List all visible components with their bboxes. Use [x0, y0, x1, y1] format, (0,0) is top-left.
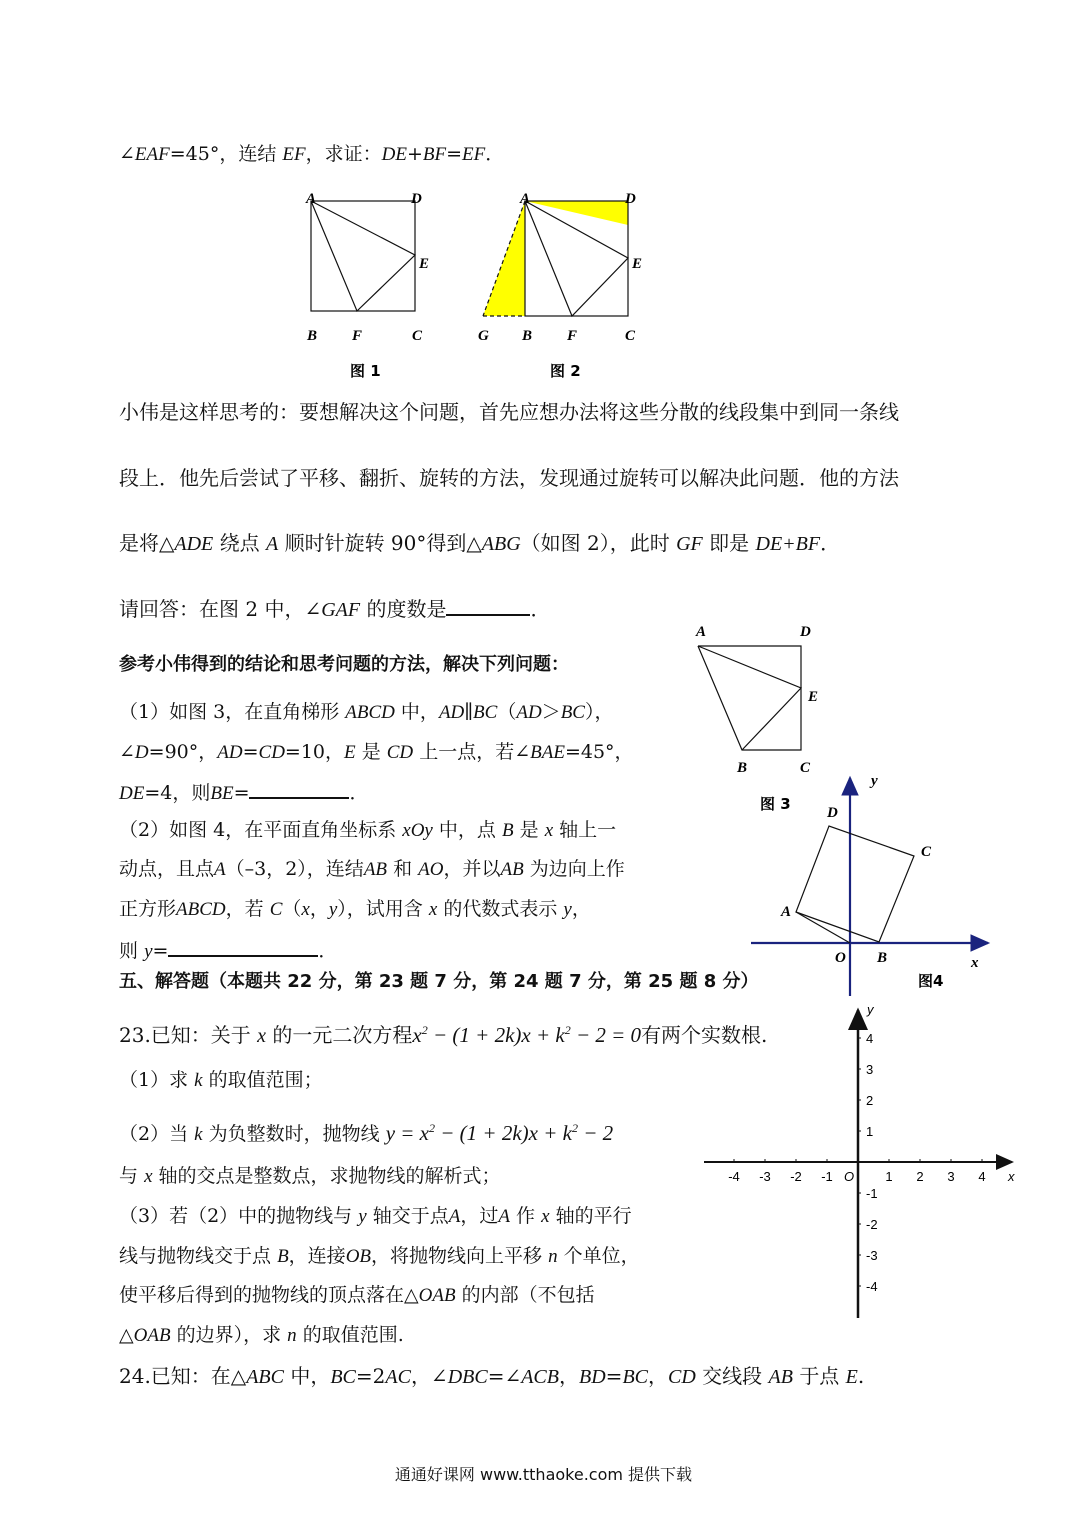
fig1-label-f: F — [352, 328, 363, 344]
fig2-label-d: D — [625, 191, 636, 207]
graph-x-tick-label: 1 — [885, 1169, 893, 1184]
graph-x-tick-label: 2 — [916, 1169, 924, 1184]
fig2-label-a: A — [520, 191, 531, 207]
q23-equation: $x^2 - (1 + 2k)x + k^2 - 2 = 0$ — [412, 1023, 642, 1047]
graph-x-tick-label: -1 — [821, 1169, 833, 1184]
p2-line3: 正方形ABCD，若 C（x，y），试用含 x 的代数式表示 y， — [119, 898, 591, 920]
reference-heading: 参考小伟得到的结论和思考问题的方法，解决下列问题： — [119, 654, 569, 675]
para1-line1: 小伟是这样思考的：要想解决这个问题，首先应想办法将这些分散的线段集中到同一条线 — [119, 400, 899, 424]
graph-x-tick-label: -4 — [728, 1169, 740, 1184]
fig4-label-x: x — [971, 955, 979, 971]
q23-line1: 23.已知：关于 x 的一元二次方程$x^2 - (1 + 2k)x + k^2 - 2 = 0$有两个实数根. — [119, 1023, 768, 1047]
para1-line2: 段上．他先后尝试了平移、翻折、旋转的方法，发现通过旋转可以解决此问题．他的方法 — [119, 466, 899, 490]
p2-line1: （2）如图 4，在平面直角坐标系 xOy 中，点 B 是 x 轴上一 — [119, 819, 617, 841]
graph-y-tick-label: 2 — [866, 1093, 874, 1108]
fig2-label-f: F — [567, 328, 578, 344]
fig1-label-b: B — [307, 328, 318, 344]
fig3-caption: 图 3 — [760, 795, 791, 813]
p1-line2: ∠D=90°，AD=CD=10，E 是 CD 上一点，若∠BAE=45°， — [119, 741, 634, 763]
fig2-label-c: C — [625, 328, 636, 344]
graph-y-tick-label: -3 — [866, 1248, 878, 1263]
q23-line8: △OAB 的边界），求 n 的取值范围. — [119, 1324, 404, 1346]
fig2-label-e: E — [632, 256, 643, 272]
graph-y-tick-label: -1 — [866, 1186, 878, 1201]
fig2-label-g: G — [478, 328, 489, 344]
fig1-label-c: C — [412, 328, 423, 344]
figure-1 — [300, 185, 450, 385]
footer: 通通好课网 www.tthaoke.com 提供下载 — [394, 1465, 693, 1484]
p1-line3: DE=4，则BE= ． — [119, 779, 369, 806]
fig3-label-b: B — [737, 760, 748, 776]
fig4-caption: 图4 — [918, 972, 944, 990]
coordinate-graph — [700, 1000, 1030, 1330]
p1-line1: （1）如图 3，在直角梯形 ABCD 中，AD∥BC（AD＞BC）， — [119, 701, 614, 723]
line-top: ∠EAF=45°，连结 EF，求证：DE+BF=EF． — [119, 143, 505, 165]
graph-y-tick-label: 1 — [866, 1124, 874, 1139]
graph-y-tick-label: -4 — [866, 1279, 878, 1294]
fig3-label-d: D — [800, 624, 811, 640]
fig4-label-c: C — [921, 844, 932, 860]
fig2-shaded-ade — [525, 201, 628, 225]
fig1-caption: 图 1 — [350, 362, 381, 380]
answer-blank-be — [249, 779, 349, 799]
q23-line7: 使平移后得到的抛物线的顶点落在△OAB 的内部（不包括 — [119, 1284, 595, 1306]
graph-label-y: y — [867, 1002, 874, 1017]
fig2-shaded-abg — [483, 201, 525, 316]
q23-line2: （1）求 k 的取值范围； — [119, 1069, 323, 1091]
graph-x-tick-label: -3 — [759, 1169, 771, 1184]
fig3-label-a: A — [696, 624, 707, 640]
fig3-label-e: E — [808, 689, 819, 705]
fig2-caption: 图 2 — [550, 362, 581, 380]
fig4-label-o: O — [835, 950, 846, 966]
graph-x-tick-label: -2 — [790, 1169, 802, 1184]
fig1-label-a: A — [306, 191, 317, 207]
fig4-label-a: A — [781, 904, 792, 920]
q23-line3: （2）当 k 为负整数时，抛物线 $y = x^2 - (1 + 2k)x + k^2 - 2$ — [119, 1121, 614, 1145]
fig4-label-d: D — [827, 805, 838, 821]
fig2-label-b: B — [522, 328, 533, 344]
section-5-heading: 五、解答题（本题共 22 分，第 23 题 7 分，第 24 题 7 分，第 25 题 8 分） — [119, 971, 759, 992]
graph-y-tick-label: 4 — [866, 1031, 874, 1046]
fig4-label-b: B — [877, 950, 888, 966]
graph-label-o: O — [844, 1169, 855, 1184]
fig1-label-d: D — [411, 191, 422, 207]
answer-blank-y — [168, 937, 318, 957]
question-line: 请回答：在图 2 中，∠GAF 的度数是 ． — [119, 597, 551, 621]
figure-2 — [470, 185, 660, 385]
q23-line6: 线与抛物线交于点 B，连接OB，将抛物线向上平移 n 个单位， — [119, 1245, 640, 1267]
q24-line: 24.已知：在△ABC 中，BC=2AC，∠DBC=∠ACB，BD=BC，CD 交线段 AB 于点 E. — [119, 1364, 865, 1388]
q23-parabola: $y = x^2 - (1 + 2k)x + k^2 - 2$ — [385, 1121, 614, 1145]
fig1-label-e: E — [419, 256, 430, 272]
figure-4 — [745, 770, 1005, 1000]
q23-line5: （3）若（2）中的抛物线与 y 轴交于点A，过A 作 x 轴的平行 — [119, 1205, 632, 1227]
q23-line4: 与 x 轴的交点是整数点，求抛物线的解析式； — [119, 1165, 501, 1187]
answer-blank-gaf — [446, 596, 530, 616]
p2-line4: 则 y= ． — [119, 937, 337, 964]
para1-line3: 是将△ADE 绕点 A 顺时针旋转 90°得到△ABG（如图 2），此时 GF 即是 DE+BF． — [119, 531, 841, 555]
graph-y-tick-label: 3 — [866, 1062, 874, 1077]
graph-label-x: x — [1008, 1169, 1015, 1184]
graph-x-tick-label: 4 — [978, 1169, 986, 1184]
fig3-label-c: C — [800, 760, 811, 776]
graph-x-tick-label: 3 — [947, 1169, 955, 1184]
graph-y-tick-label: -2 — [866, 1217, 878, 1232]
fig4-label-y: y — [871, 773, 878, 789]
p2-line2: 动点，且点A（–3，2），连结AB 和 AO，并以AB 为边向上作 — [119, 858, 625, 880]
